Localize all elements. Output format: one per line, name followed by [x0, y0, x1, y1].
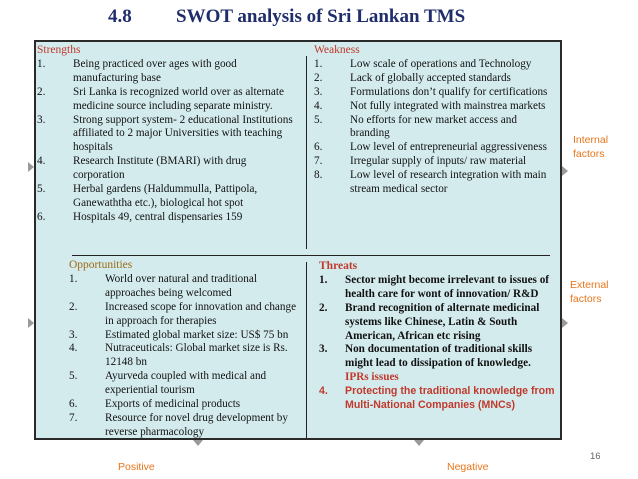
item-number: 4. [319, 385, 328, 398]
weakness-list [314, 58, 558, 197]
item-text: Nutraceuticals: Global market size is Rs. 12148 bn [105, 342, 288, 369]
strengths-header: Strengths [37, 44, 81, 56]
item-text: Herbal gardens (Haldummulla, Pattipola, Ganewaththa etc.), biological hot spot [73, 183, 258, 209]
opportunities-header: Opportunities [69, 259, 133, 271]
item-number: 4. [69, 342, 78, 355]
negative-label: Negative [447, 461, 489, 473]
item-number: 2. [37, 85, 46, 98]
strengths-list [37, 58, 299, 225]
item-number: 6. [314, 141, 323, 154]
item-text: Non documentation of traditional skills might lead to dissipation of knowledge. [345, 343, 533, 370]
ipr-issues: IPRs issues [345, 371, 399, 384]
label-line: External [570, 279, 609, 291]
item-text: Brand recognition of alternate medicinal systems like Chinese, Latin & South American, African etc rising [345, 301, 540, 342]
item-text: Hospitals 49, central dispensaries 159 [73, 210, 243, 223]
list-item [69, 273, 307, 301]
list-item [69, 342, 307, 370]
internal-factors-label [573, 133, 608, 161]
item-text: Low level of entrepreneurial aggressiveness [350, 141, 547, 154]
horizontal-divider [72, 255, 550, 256]
label-line: factors [570, 293, 602, 305]
item-number: 4. [37, 155, 46, 168]
item-number: 1. [314, 57, 323, 70]
item-text: Protecting the traditional knowledge from Multi-National Companies (MNCs) [345, 385, 555, 412]
list-item [314, 114, 558, 142]
item-number: 3. [319, 343, 328, 356]
positive-label: Positive [118, 461, 155, 473]
list-item [37, 86, 299, 114]
item-number: 2. [69, 300, 78, 313]
item-text: Estimated global market size: US$ 75 bn [105, 328, 289, 341]
list-item [319, 343, 555, 371]
vertical-divider [306, 56, 307, 249]
item-text: Not fully integrated with mainstrea markets [350, 99, 546, 112]
page-number: 16 [590, 451, 601, 462]
item-number: 5. [37, 183, 46, 196]
arrow-down-icon [414, 440, 424, 446]
threats-quadrant [319, 260, 555, 413]
opportunities-list [69, 273, 307, 440]
item-text: Being practiced over ages with good manufacturing base [73, 57, 237, 84]
item-number: 2. [319, 301, 328, 314]
list-item [319, 302, 555, 344]
item-text: Irregular supply of inputs/ raw material [350, 155, 527, 168]
item-text: Formulations don’t qualify for certifications [350, 85, 548, 98]
item-text: No efforts for new market access and branding [350, 113, 517, 140]
item-number: 7. [69, 411, 78, 424]
list-item [314, 100, 558, 114]
list-item [314, 86, 558, 100]
opportunities-quadrant [69, 259, 307, 440]
item-text: Lack of globally accepted standards [350, 71, 511, 84]
strengths-quadrant [37, 44, 299, 225]
list-item [37, 155, 299, 183]
section-number: 4.8 [108, 6, 132, 27]
list-item [37, 114, 299, 156]
list-item [314, 141, 558, 155]
item-number: 8. [314, 169, 323, 182]
item-text: Resource for novel drug development by reverse pharmacology [105, 411, 288, 438]
list-item [314, 58, 558, 72]
external-factors-label [570, 278, 609, 306]
list-item [37, 183, 299, 211]
item-text: Strong support system- 2 educational Institutions affiliated to 2 major Universities with teaching hospitals [73, 113, 293, 154]
item-text: Low scale of operations and Technology [350, 57, 532, 70]
item-number: 7. [314, 155, 323, 168]
item-number: 3. [37, 113, 46, 126]
item-text: Exports of medicinal products [105, 398, 241, 411]
list-item [37, 211, 299, 225]
weakness-quadrant [314, 44, 558, 197]
threats-header: Threats [319, 260, 358, 272]
arrow-right-icon [562, 166, 568, 176]
list-item [319, 274, 555, 302]
list-item [314, 155, 558, 169]
item-text: Research Institute (BMARI) with drug corporation [73, 155, 247, 182]
item-number: 6. [69, 398, 78, 411]
weakness-header: Weakness [314, 44, 360, 56]
list-item [69, 398, 307, 412]
item-number: 5. [69, 370, 78, 383]
item-text: Increased scope for innovation and change in approach for therapies [105, 300, 297, 327]
list-item [319, 385, 555, 413]
arrow-down-icon [193, 440, 203, 446]
arrow-right-icon [562, 318, 568, 328]
label-line: Internal [573, 134, 609, 146]
item-number: 2. [314, 71, 323, 84]
item-number: 1. [69, 272, 78, 285]
item-number: 6. [37, 210, 46, 223]
list-item [69, 370, 307, 398]
threats-list [319, 274, 555, 371]
item-text: Low level of research integration with main stream medical sector [350, 169, 547, 196]
list-item [69, 412, 307, 440]
item-number: 4. [314, 99, 323, 112]
label-line: factors [573, 148, 605, 160]
list-item [314, 72, 558, 86]
item-number: 3. [314, 85, 323, 98]
list-item [37, 58, 299, 86]
list-item [314, 169, 558, 197]
item-text: Sector might become irrelevant to issues of health care for wont of innovation/ R&D [345, 273, 550, 300]
list-item [69, 301, 307, 329]
title-text: SWOT analysis of Sri Lankan TMS [176, 6, 466, 27]
item-number: 1. [319, 273, 328, 286]
item-text: World over natural and traditional approaches being welcomed [105, 272, 257, 299]
item-text: Sri Lanka is recognized world over as alternate medicine source including separate ministry. [73, 85, 284, 112]
item-text: Ayurveda coupled with medical and experiential tourism [105, 370, 267, 397]
list-item [69, 329, 307, 343]
item-number: 5. [314, 113, 323, 126]
item-number: 3. [69, 328, 78, 341]
item-number: 1. [37, 57, 46, 70]
